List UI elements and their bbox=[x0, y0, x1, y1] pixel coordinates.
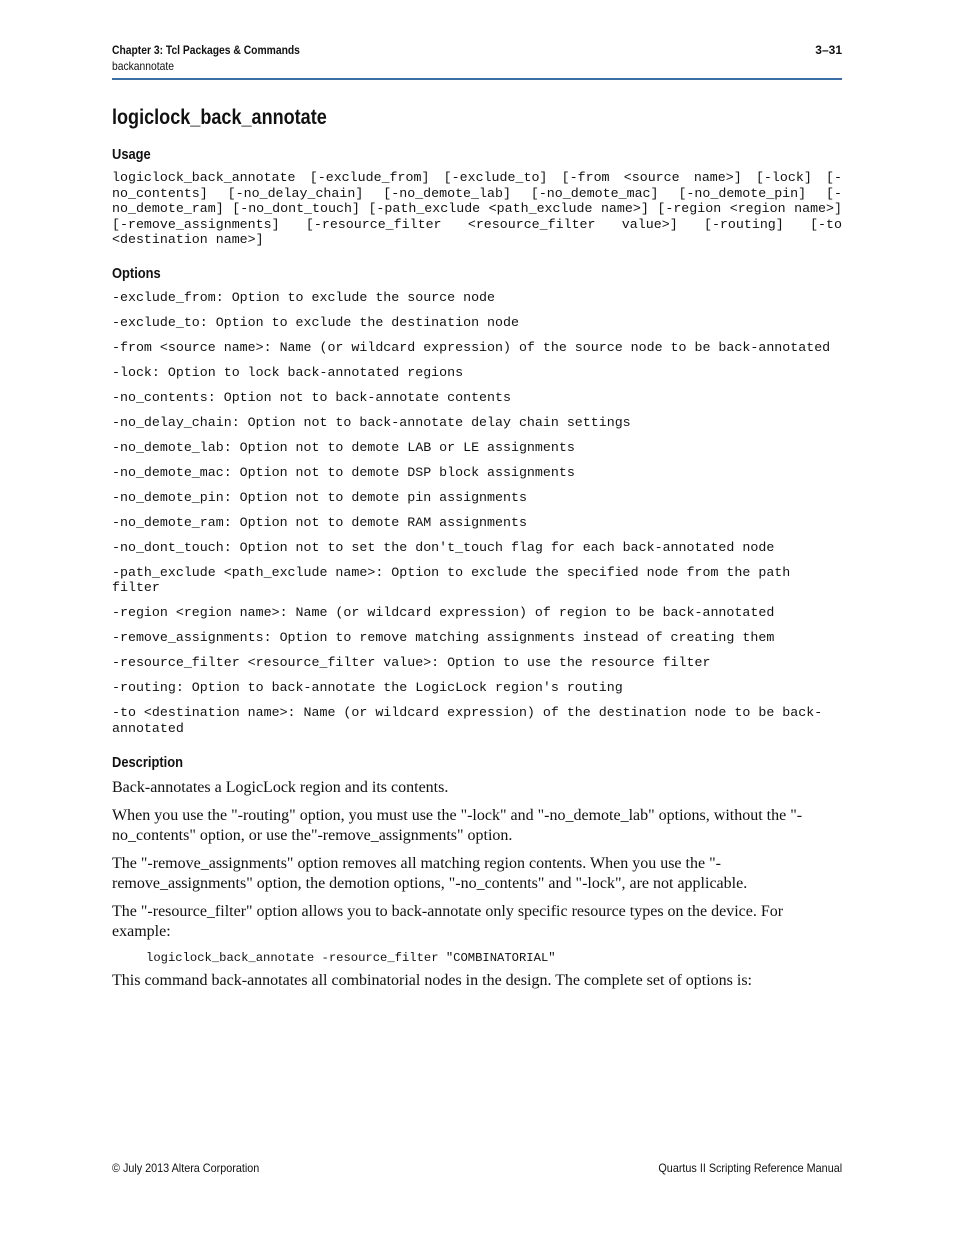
option-item: -exclude_from: Option to exclude the source node bbox=[112, 289, 496, 305]
description-paragraph: The "-remove_assignments" option removes all matching region contents. When you use the "-remove_assignments" option, the demotion options, "-no_contents" and "-lock", are not applicable. bbox=[112, 854, 748, 892]
footer-manual-title: Quartus II Scripting Reference Manual bbox=[658, 1161, 842, 1175]
footer-copyright: © July 2013 Altera Corporation bbox=[112, 1161, 260, 1175]
option-item: -to <destination name>: Name (or wildcard expression) of the destination node to be back-annotated bbox=[112, 705, 823, 736]
page-header bbox=[112, 42, 842, 80]
usage-text: logiclock_back_annotate [-exclude_from] [-exclude_to] [-from <source name>] [-lock] [-no_contents] [-no_delay_chain] [-no_demote_lab] [-no_demote_mac] [-no_demote_pin] [-no_demote_ram] [-no_dont_touch] [-path_exclude <path_exclude name>] [-region <region name>] [-remove_assignments] [-resource_filter <resource_filter value>] [-routing] [-to <destination name>] bbox=[112, 170, 842, 247]
chapter-title: Chapter 3: Tcl Packages & Commands bbox=[112, 43, 300, 57]
option-item: -exclude_to: Option to exclude the destination node bbox=[112, 314, 519, 330]
option-item: -no_demote_lab: Option not to demote LAB or LE assignments bbox=[112, 439, 575, 455]
description-heading: Description bbox=[112, 753, 183, 771]
option-item: -lock: Option to lock back-annotated regions bbox=[112, 364, 464, 380]
option-item: -no_demote_ram: Option not to demote RAM assignments bbox=[112, 514, 527, 530]
option-item: -no_delay_chain: Option not to back-annotate delay chain settings bbox=[112, 414, 631, 430]
page-number: 3–31 bbox=[815, 43, 842, 57]
option-item: -no_demote_mac: Option not to demote DSP block assignments bbox=[112, 464, 575, 480]
description-paragraph: This command back-annotates all combinatorial nodes in the design. The complete set of options is: bbox=[112, 971, 752, 989]
option-item: -no_demote_pin: Option not to demote pin assignments bbox=[112, 489, 527, 505]
main-content bbox=[112, 103, 842, 999]
options-heading: Options bbox=[112, 264, 161, 282]
code-example: logiclock_back_annotate -resource_filter "COMBINATORIAL" bbox=[146, 950, 556, 965]
command-title: logiclock_back_annotate bbox=[112, 106, 327, 129]
description-paragraph: When you use the "-routing" option, you must use the "-lock" and "-no_demote_lab" options, without the "-no_contents" option, or use the"-remove_assignments" option. bbox=[112, 806, 803, 844]
description-paragraph: The "-resource_filter" option allows you to back-annotate only specific resource types on the device. For example: bbox=[112, 902, 784, 940]
option-item: -remove_assignments: Option to remove matching assignments instead of creating them bbox=[112, 630, 775, 645]
option-item: -no_dont_touch: Option not to set the don't_touch flag for each back-annotated node bbox=[112, 539, 775, 555]
option-item: -routing: Option to back-annotate the LogicLock region's routing bbox=[112, 680, 623, 695]
section-subtitle: backannotate bbox=[112, 59, 174, 73]
option-item: -from <source name>: Name (or wildcard expression) of the source node to be back-annotated bbox=[112, 339, 831, 355]
description-paragraph: Back-annotates a LogicLock region and its contents. bbox=[112, 778, 449, 796]
options-list bbox=[112, 290, 842, 737]
option-item: -no_contents: Option not to back-annotate contents bbox=[112, 389, 511, 405]
option-item: -path_exclude <path_exclude name>: Option to exclude the specified node from the path filter bbox=[112, 564, 791, 595]
option-item: -region <region name>: Name (or wildcard expression) of region to be back-annotated bbox=[112, 605, 775, 620]
usage-heading: Usage bbox=[112, 146, 151, 163]
option-item: -resource_filter <resource_filter value>: Option to use the resource filter bbox=[112, 655, 711, 670]
